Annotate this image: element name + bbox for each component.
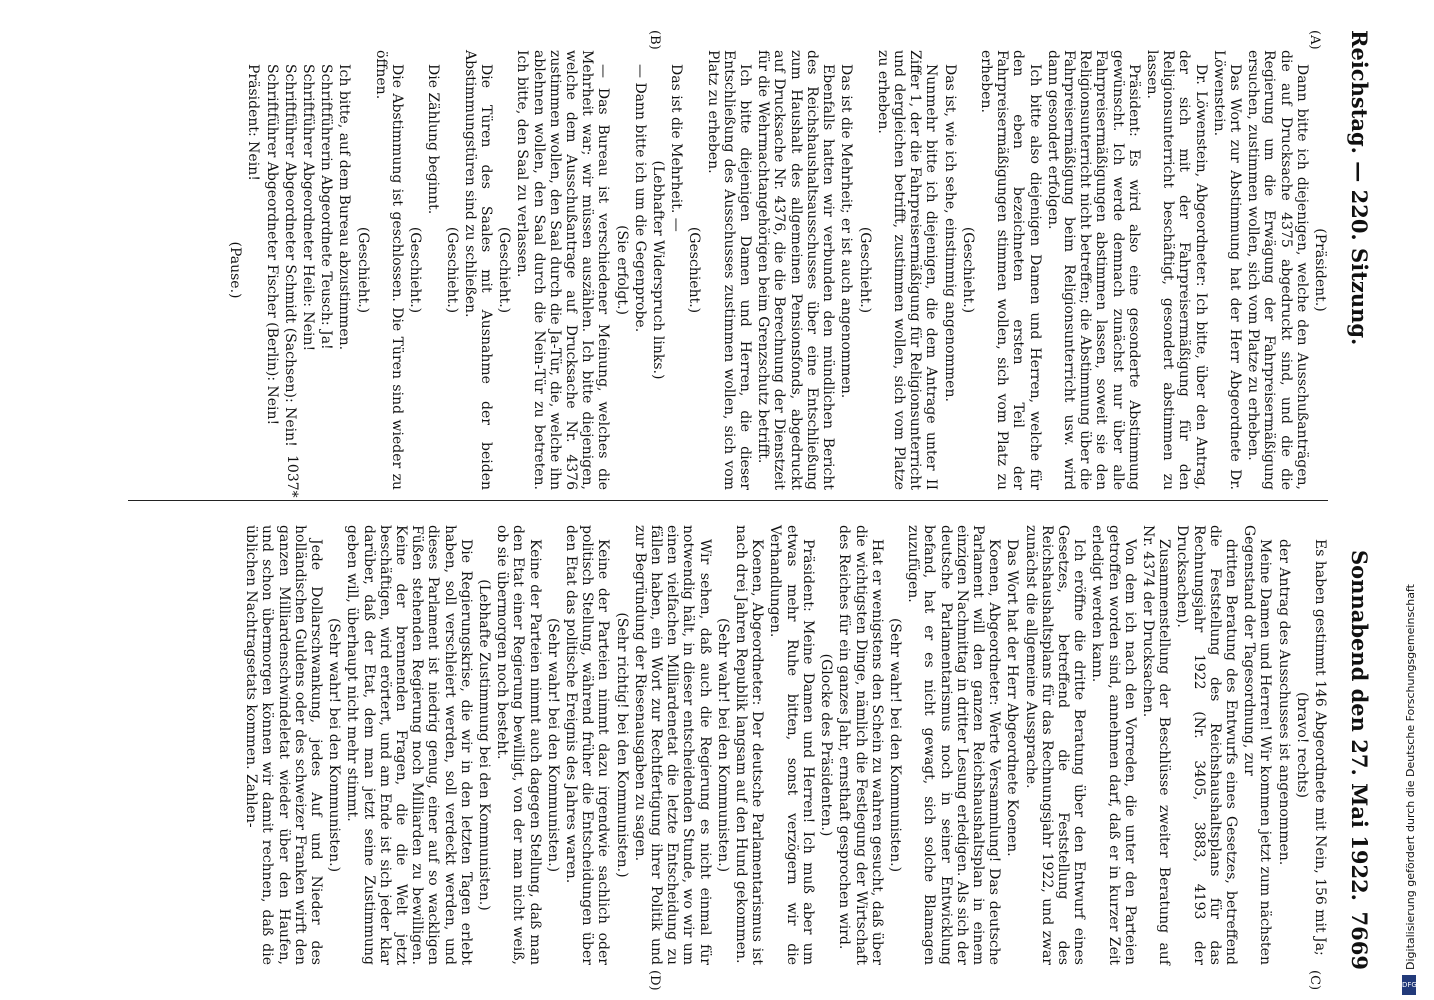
- paragraph: Das ist, wie ich sehe, einstimmig angenommen.: [941, 64, 958, 402]
- left-column: [225, 50, 1328, 490]
- paragraph: Jede Dollarschwankung, jedes Auf und Nieder des holländischen Guldens oder des schweizer Franken wirft den ganzen Milliardenschwindeletat wieder über den Haufen, und schon übermorgen können wir damit rechnen, daß die üblichen Nachtragsetats kommen. Zahlen-: [243, 525, 325, 965]
- margin-mark-c: (C): [1307, 970, 1322, 991]
- paragraph: Die Abstimmung ist geschlossen. Die Türen sind wieder zu öffnen.: [372, 50, 406, 490]
- paragraph: Koenen, Abgeordneter: Werte Versammlung! Das deutsche Parlament will den ganzen Reichshaushaltsplan in einem einzigen Nachmittag in dritter Lesung erledigen. Als sich der deutsche Parlamentarismus noch in seiner Entwicklung befand, hat er es nicht gewagt, sich solche Blamagen zuzufügen.: [905, 525, 1003, 965]
- paragraph: Das Wort hat der Herr Abgeordnete Koenen.: [1004, 539, 1021, 857]
- paragraph: (Präsident.): [1312, 228, 1328, 312]
- paragraph: Von dem ich nach den Vorreden, die unter den Parteien getroffen worden sind, annehmen darf, daß er in kurzer Zeit erledigt werden kann.: [1089, 525, 1138, 965]
- paragraph: der Antrag des Ausschusses ist angenommen.: [1275, 539, 1292, 866]
- paragraph: Präsident: Es wird also eine gesonderte Abstimmung gewünscht. Ich werde demnach zunächst nur über alle Fahrpreisermäßigungen abstimmen lassen, soweit sie den Religionsunterricht nicht betreffen; die Abstimmung über die Fahrpreisermäßigung beim Religionsunterricht usw. wird dann gesondert erfolgen.: [1044, 50, 1142, 490]
- dfg-logo: DFG: [1402, 975, 1416, 995]
- paragraph: Keine der Parteien nimmt dazu irgendwie sachlich oder politisch Stellung, während früher die Entscheidungen über den Etat das politische Ereignis des Jahres waren.: [563, 525, 612, 965]
- paragraph: (bravo! rechts): [1293, 692, 1310, 798]
- paragraph: (Geschieht.): [856, 226, 873, 314]
- paragraph: Ich eröffne die dritte Beratung über den Entwurf eines Gesetzes, betreffend die Feststellung des Reichshaushaltsplans für das Rechnungsjahr 1922, und zwar zunächst die allgemeine Aussprache.: [1022, 525, 1088, 965]
- paragraph: Keine der Parteien nimmt auch dagegen Stellung, daß man den Etat einer Regierung bewilligt, von der man nicht weiß, ob sie übermorgen noch besteht.: [494, 525, 543, 965]
- paragraph: Präsident: Meine Damen und Herren! Ich muß aber um etwas mehr Ruhe bitten, sonst verzögern wir die Verhandlungen.: [767, 525, 816, 965]
- paragraph: Ich bitte also diejenigen Damen und Herren, welche für den eben bezeichneten ersten Teil der Fahrpreisermäßigungen stimmen wollen, sich vom Platz zu erheben.: [977, 50, 1043, 490]
- paragraph: Wir sehen, daß auch die Regierung es nicht einmal für notwendig hält, in dieser entscheidenden Stunde, wo wir um einen vielfachen Milliardenetat die letzte Entscheidung zu fällen haben, ein Wort zur Rechtfertigung ihrer Politik und zur Begründung der Riesenausgaben zu sagen.: [631, 525, 713, 965]
- paragraph: Es haben gestimmt 146 Abgeordnete mit Nein, 156 mit Ja;: [1312, 539, 1328, 956]
- page-code: 1037*: [284, 455, 300, 498]
- paragraph: — Dann bitte ich um die Gegenprobe.: [631, 64, 648, 333]
- paragraph: Die Türen des Saales mit Ausnahme der beiden Abstimmungstüren sind zu schließen.: [461, 50, 495, 490]
- paragraph: Ich bitte, auf dem Bureau abzustimmen.: [336, 64, 353, 351]
- paragraph: (Lebhafte Zustimmung bei den Kommunisten.): [476, 579, 493, 911]
- paragraph: Dann bitte ich diejenigen, welche den Ausschußanträgen, die auf Drucksache 4375 abgedruckt sind, und die die Regierung um die Erwägung der Fahrpreisermäßigung ersuchen, zustimmen wollen, sich vom Platze zu erheben.: [1245, 50, 1310, 490]
- paragraph: (Geschieht.): [959, 226, 976, 314]
- credit-text: Digitalisierung gefördert durch die Deutsche Forschungsgemeinschaft: [1404, 584, 1417, 970]
- header-session: Reichstag. — 220. Sitzung.: [1347, 30, 1372, 346]
- paragraph: (Geschieht.): [443, 226, 460, 314]
- paragraph: Die Zählung beginnt.: [425, 64, 442, 215]
- paragraph: — Das Bureau ist verschiedener Meinung, welches die Mehrheit war; wir müssen auszählen. Ich bitte diejenigen, welche dem Ausschußantrage auf Drucksache Nr. 4376 zustimmen wollen, den Saal durch die Ja-Tür, die, welche ihn ablehnen wollen, den Saal durch die Nein-Tür zu betreten. Ich bitte, den Saal zu verlassen.: [514, 50, 612, 490]
- paragraph: Schriftführer Abgeordneter Fischer (Berlin): Nein!: [263, 64, 280, 426]
- paragraph: Ebenfalls hatten wir verbunden den mündlichen Bericht des Reichshaushaltsausschusses über eine Entschließung zum Haushalt des allgemeinen Pensionsfonds, abgedruckt auf Drucksache Nr. 4376, die die Berechnung der Dienstzeit für die Wehrmachtangehörigen beim Grenzschutz betrifft.: [755, 50, 837, 490]
- paragraph: Schriftführer Abgeordneter Schmidt (Sachsen): Nein!: [281, 64, 298, 447]
- paragraph: Präsident: Nein!: [245, 64, 262, 181]
- page-header: [1340, 30, 1380, 970]
- paragraph: (Sie erfolgt.): [613, 225, 630, 315]
- paragraph: Schriftführerin Abgeordnete Teusch: Ja!: [318, 64, 335, 350]
- paragraph: (Sehr richtig! bei den Kommunisten.): [613, 612, 630, 878]
- paragraph: Meine Damen und Herren! Wir kommen jetzt zum nächsten Gegenstand der Tagesordnung, zur: [1241, 525, 1274, 965]
- paragraph: Schriftführer Abgeordneter Heile: Nein!: [300, 64, 317, 352]
- paragraph: (Lebhafter Widerspruch links.): [650, 160, 667, 380]
- margin-mark-a: (A): [1307, 30, 1322, 50]
- right-column: [241, 525, 1328, 965]
- paragraph: Hat er wenigstens den Schein zu wahren gesucht, daß über die wichtigsten Dinge, nämlich die Festlegung der Wirtschaft des Reiches für ein ganzes Jahr, ernsthaft gesprochen wird.: [836, 525, 885, 965]
- paragraph: Das ist die Mehrheit. —: [668, 64, 685, 232]
- paragraph: Ich bitte diejenigen Damen und Herren, die dieser Entschließung des Ausschusses zustimmen wollen, sich vom Platz zu erheben.: [704, 50, 754, 490]
- paragraph: Nunmehr bitte ich diejenigen, die dem Antrage unter II Ziffer 1, der die Fahrpreisermäßigung für Religionsunterricht und dergleichen betrifft, zustimmen wollen, sich vom Platze zu erheben.: [874, 50, 940, 490]
- column-divider: [128, 500, 1328, 501]
- paragraph: Das Wort zur Abstimmung hat der Herr Abgeordnete Dr. Löwenstein.: [1210, 50, 1243, 490]
- paragraph: (Geschieht.): [407, 226, 424, 314]
- paragraph: Das ist die Mehrheit; er ist auch angenommen.: [838, 64, 855, 399]
- paragraph: (Geschieht.): [496, 226, 513, 314]
- paragraph: (Geschieht.): [686, 226, 703, 314]
- paragraph: Koenen, Abgeordneter: Der deutsche Parlamentarismus ist nach drei Jahren Republik langsam auf den Hund gekommen.: [733, 525, 766, 965]
- paragraph: Zusammenstellung der Beschlüsse zweiter Beratung auf Nr. 4374 der Drucksachen.: [1139, 525, 1173, 965]
- paragraph: Dr. Löwenstein, Abgeordneter: Ich bitte, über den Antrag, der sich mit der Fahrpreisermäßigung für den Religionsunterricht beschäftigt, gesondert abstimmen zu lassen.: [1143, 50, 1209, 490]
- paragraph: (Sehr wahr! bei den Kommunisten.): [714, 617, 731, 873]
- paragraph: Die Regierungskrise, die wir in den letzten Tagen erlebt haben, soll verschleiert werden, soll verdeckt werden, und dieses Parlament ist niedrig genug, einer auf so wackligen Füßen stehenden Regierung noch Milliarden zu bewilligen. Keine der brennenden Fragen, die die Welt jetzt beschäftigen, wird erörtert, und am Ende ist sich jeder klar darüber, daß der Etat, dem man jetzt seine Zustimmung geben will, überhaupt nicht mehr stimmt.: [344, 525, 474, 965]
- margin-mark-d: (D): [647, 970, 662, 991]
- paragraph: (Sehr wahr! bei den Kommunisten.): [886, 617, 903, 873]
- paragraph: (Sehr wahr! bei den Kommunisten.): [326, 617, 343, 873]
- paragraph: (Glocke des Präsidenten.): [818, 653, 835, 837]
- paragraph: (Geschieht.): [354, 226, 371, 314]
- paragraph: (Sehr wahr! bei den Kommunisten.): [544, 617, 561, 873]
- header-date: Sonnabend den 27. Mai 1922.: [1347, 550, 1372, 901]
- margin-mark-b: (B): [647, 30, 662, 50]
- paragraph: (Pause.): [227, 241, 244, 299]
- page-number: 7669: [1347, 911, 1372, 970]
- paragraph: dritten Beratung des Entwurfs eines Gesetzes, betreffend die Feststellung des Reichshaushaltsplans für das Rechnungsjahr 1922 (Nr. 3405, 3883, 4193 der Drucksachen).: [1174, 525, 1239, 965]
